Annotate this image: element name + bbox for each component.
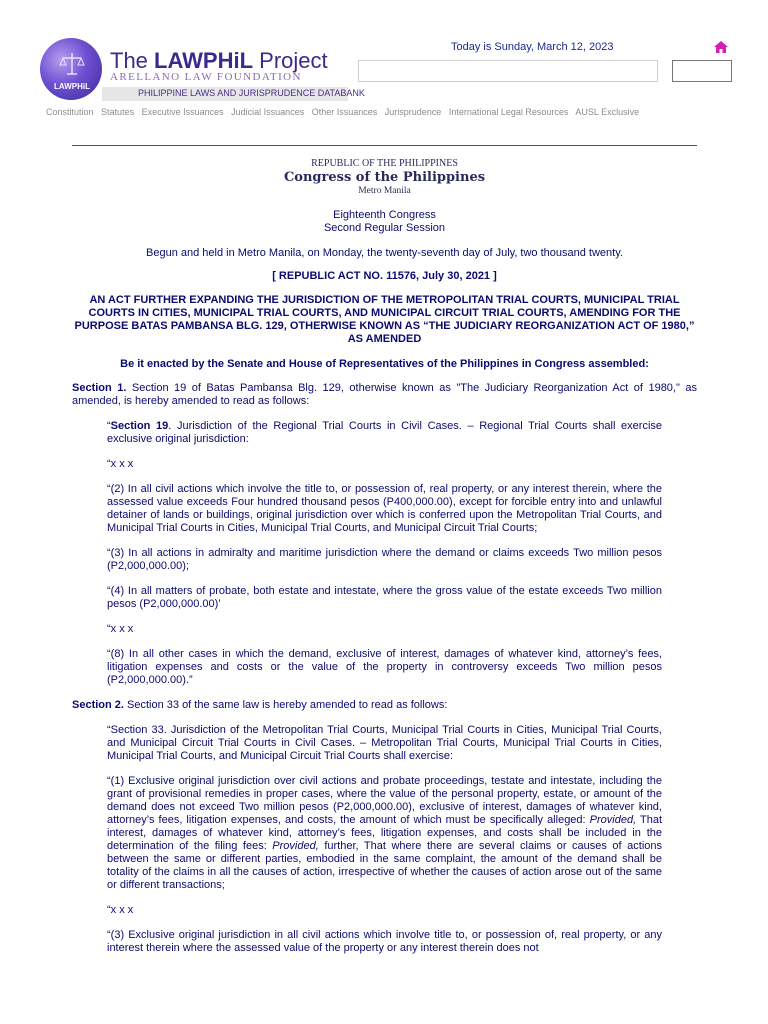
nav-item-executive-issuances[interactable]: Executive Issuances <box>141 107 224 117</box>
search-button[interactable] <box>672 60 732 82</box>
congress-heading: Congress of the Philippines <box>283 170 486 185</box>
logo-emblem <box>40 38 102 100</box>
nav-item-ausl-exclusive[interactable]: AUSL Exclusive <box>575 107 640 117</box>
paragraph-2: “(2) In all civil actions which involve the title to, or possession of, real property, or any interest therein, where the assessed value exceeds Four hundred thousand pesos (P400,000.00), except for forcible entry into and unlawful detainer of lands or buildings, original jurisdiction over which is conferred upon the Metropolitan Trial Courts, and Municipal Trial Courts in Cities, Municipal Trial Courts, and Municipal Circuit Trial Courts; <box>107 483 662 534</box>
omission-mark: “x x x <box>107 904 134 916</box>
republic-heading: REPUBLIC OF THE PHILIPPINES <box>311 158 458 169</box>
paragraph-3: “(3) In all actions in admiralty and maritime jurisdiction where the demand or claims exceeds Two million pesos (P2,000,000.00); <box>107 547 662 572</box>
section-2-paragraph: Section 2. Section 33 of the same law is hereby amended to read as follows: <box>72 699 448 711</box>
section-33-paragraph: “Section 33. Jurisdiction of the Metropolitan Trial Courts, Municipal Trial Courts in Cities, Municipal Trial Courts, and Municipal Circuit Trial Courts in Civil Cases. – Metropolitan Trial Courts, Municipal Trial Courts in Cities, Municipal Trial Courts, and Municipal Circuit Trial Courts shall exercise: <box>107 724 662 762</box>
nav-item-other-issuances[interactable]: Other Issuances <box>311 107 378 117</box>
act-title: AN ACT FURTHER EXPANDING THE JURISDICTION OF THE METROPOLITAN TRIAL COURTS, MUNICIPAL TRIAL COURTS IN CITIES, MUNICIPAL TRIAL COURTS, AND MUNICIPAL CIRCUIT TRIAL COURTS, AMENDING FOR THE PURPOSE BATAS PAMBANSA BLG. 129, OTHERWISE KNOWN AS “THE JUDICIARY REORGANIZATION ACT OF 1980,” AS AMENDED <box>74 294 695 345</box>
logo-tagline: PHILIPPINE LAWS AND JURISPRUDENCE DATABANK <box>138 88 365 98</box>
paragraph-8: “(8) In all other cases in which the demand, exclusive of interest, damages of whatever kind, attorney’s fees, litigation expenses and costs or the value of the property in controversy exceeds Two million pesos (P2,000,000.00).” <box>107 648 662 686</box>
site-header <box>0 0 768 140</box>
section-2-heading: Section 2. <box>72 699 124 711</box>
session-name: Second Regular Session <box>323 222 446 234</box>
section-1-heading: Section 1. <box>72 382 127 394</box>
metro-heading: Metro Manila <box>358 186 411 196</box>
nav-item-international-legal-resources[interactable]: International Legal Resources <box>448 107 569 117</box>
scales-of-justice-icon <box>58 50 86 78</box>
logo-title: The LAWPHiL Project <box>110 48 328 73</box>
section-33-paragraph-1: “(1) Exclusive original jurisdiction over civil actions and probate proceedings, testate and intestate, including the grant of provisional remedies in proper cases, where the value of the personal property, estate, or amount of the demand does not exceed Two million pesos (P2,000,000.00), exclusive of interest, damages of whatever kind, attorney’s fees, litigation expenses, and costs, the amount of which must be specifically alleged: Provided, That interest, damages of whatever kind, attorney’s fees, litigation expenses, and costs shall be included in the determination of the filing fees: Provided, further, That where there are several claims or causes of actions between the same or different parties, embodied in the same complaint, the amount of the demand shall be totality of the claims in all the causes of action, irrespective of whether the causes of action arose out of the same or different transactions; <box>107 775 662 891</box>
lawphil-logo[interactable] <box>38 36 365 104</box>
nav-item-constitution[interactable]: Constitution <box>46 107 94 117</box>
nav-item-judicial-issuances[interactable]: Judicial Issuances <box>231 107 305 117</box>
section-19-heading: Section 19 <box>110 420 169 432</box>
section-1-paragraph: Section 1. Section 19 of Batas Pambansa Blg. 129, otherwise known as "The Judiciary Reorganization Act of 1980," as amended, is hereby amended to read as follows: <box>72 382 697 407</box>
home-icon[interactable] <box>713 40 729 54</box>
omission-mark: “x x x <box>107 623 134 635</box>
nav-item-statutes[interactable]: Statutes <box>101 107 135 117</box>
section-19-paragraph: “Section 19. Jurisdiction of the Regional Trial Courts in Civil Cases. – Regional Trial Courts shall exercise exclusive original jurisdiction: <box>107 420 663 445</box>
search-input[interactable] <box>358 60 658 82</box>
congress-number: Eighteenth Congress <box>333 209 436 221</box>
nav-item-jurisprudence[interactable]: Jurisprudence <box>384 107 442 117</box>
header-divider <box>72 145 697 146</box>
logo-badge-text: LAWPHiL <box>54 82 90 91</box>
paragraph-4: “(4) In all matters of probate, both estate and intestate, where the gross value of the estate exceeds Two million pesos (P2,000,000.00)’ <box>107 585 662 610</box>
republic-act-title: [ REPUBLIC ACT NO. 11576, July 30, 2021 ] <box>272 270 497 282</box>
omission-mark: “x x x <box>107 458 134 470</box>
today-date: Today is Sunday, March 12, 2023 <box>451 41 614 53</box>
begun-statement: Begun and held in Metro Manila, on Monday, the twenty-seventh day of July, two thousand twenty. <box>146 247 623 259</box>
session-block <box>72 209 697 235</box>
section-33-paragraph-3: “(3) Exclusive original jurisdiction in all civil actions which involve title to, or possession of, real property, or any interest therein where the assessed value of the property or any interest therein does not <box>107 929 662 954</box>
enacting-clause: Be it enacted by the Senate and House of Representatives of the Philippines in Congress assembled: <box>120 358 649 370</box>
document-body <box>72 158 697 955</box>
logo-subtitle: ARELLANO LAW FOUNDATION <box>110 71 302 83</box>
main-nav <box>46 107 644 117</box>
